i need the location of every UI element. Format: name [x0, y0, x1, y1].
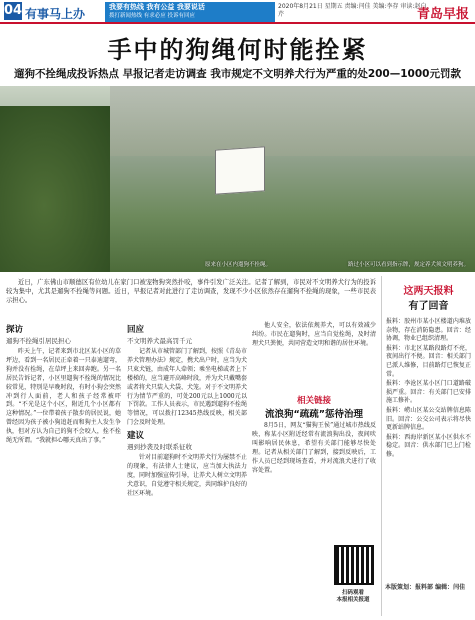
photo-notice-sign: [215, 146, 265, 194]
column-1: [6, 322, 121, 446]
column-2: [127, 322, 247, 499]
hotline-banner: [105, 2, 275, 22]
sidebar-items: [386, 318, 471, 460]
col2-text2: 针对目前遛狗时不文明养犬行为屡禁不止的现象，有法律人士建议，应当加大执法力度，同时加强宣传引导，让养犬人树立文明养犬意识，自觉遵守相关规定，共同维护良好的社区环境。: [127, 454, 248, 497]
related-title: 流浪狗“疏疏”惩待治理: [265, 409, 363, 420]
col2-subheading: 不文明养犬最高罚千元: [127, 337, 192, 345]
column-3-lower: [252, 422, 376, 475]
related-kicker: 相关链接: [296, 396, 331, 406]
sidebar-item: 报料：崂山区某公交站牌信息陈旧。回音：公交公司表示将尽快更新站牌信息。: [386, 406, 471, 432]
sidebar-item: 报料：西海岸新区某小区供水不稳定。回音：供水部门已上门检修。: [386, 433, 471, 458]
col2-heading2: 建议: [127, 431, 145, 442]
col3-text2: 8月5日，网友“猫狗王侯”通过城市热线反映，称某小区附近经常有流浪狗出没，夜间吠叫影响居民休息，希望有关部门能够尽快处理。记者从相关部门了解到，接到反映后，工作人员已经到现场查看，并对流浪犬进行了收容处置。: [252, 422, 376, 474]
col1-subheading: 遛狗不拴绳引居民担心: [6, 337, 71, 345]
headline-title: 手中的狗绳何时能拴紧: [107, 36, 368, 64]
banner-line2: 拨打新闻热线 有求必应 投诉有回应: [109, 13, 195, 19]
sidebar-header: [386, 282, 471, 312]
section-name: 有事马上办: [25, 7, 86, 21]
col1-text: 昨天上午，记者来到市北区某小区的草坪边，看到一名居民正牵着一只泰迪遛弯，狗并没有拴绳，在草坪上来回奔跑。另一名居民告诉记者，小区里遛狗不拴绳的情况比较常见，特别是早晚时段，有时小狗会突然冲到行人面前，老人和孩子经常被吓到。“不光是这个小区，附近几个小区都有这种情况。”一位带着孩子散步的居民说，她曾经因为孩子被小狗追赶而和狗主人发生争执，但对方认为自己的狗不会咬人，拴不拴绳无所谓。“我就担心哪天真出了事。”: [6, 348, 121, 445]
col3-text: 他人安全，依法依规养犬，可以有效减少纠纷。市民在遛狗时，应当自觉拴绳，及时清理犬只粪便，共同营造文明和谐的居住环境。: [252, 322, 376, 347]
right-sidebar: [381, 276, 471, 616]
sidebar-item: 报料：胶州市某小区楼道内堆放杂物，存在消防隐患。回音：经协调，物业已组织清理。: [386, 318, 471, 343]
photo-caption-left: 原来在小区内遛狗不拴绳。: [205, 262, 272, 268]
col2-subheading2: 遇到抄袭及时联系征收: [127, 443, 192, 452]
issue-info: 2020年8月21日 星期五 责编:闫佳 美编:李存 审读:赵白芹: [278, 3, 427, 18]
qr-caption: 扫码观看 本报相关报道: [336, 590, 370, 603]
news-photo: [0, 86, 475, 272]
photo-caption-right: 路过小区可以看到指示牌，规定养犬须文明养狗。: [347, 262, 469, 268]
page-number: 04: [4, 3, 23, 18]
sidebar-item: 报料：李沧区某小区门口道路破损严重。回音：有关部门已安排施工修补。: [386, 380, 471, 405]
col1-heading: 探访: [6, 325, 24, 335]
editor-credit: 本版策划：报料部 编辑：闫佳: [385, 584, 466, 591]
headline-subtitle: 遛狗不拴绳成投诉热点 早报记者走访调查 我市规定不文明养犬行为严重的处200—1000元罚款: [14, 68, 461, 80]
photo-wall: [110, 86, 475, 156]
column-3: [252, 322, 376, 349]
qr-code-icon[interactable]: [334, 545, 374, 585]
sidebar-title: 有了回音: [408, 301, 449, 312]
page-header: [0, 0, 475, 24]
photo-shrub: [0, 106, 110, 272]
related-link-box: [252, 394, 376, 418]
newspaper-logo: 青岛早报: [416, 7, 469, 22]
article-intro: 近日，广东佛山市顺德区有位幼儿在家门口被宠物狗突然扑咬，事件引发广泛关注。记者了解到，市民对不文明养犬行为的投诉较为集中，尤其是遛狗不拴绳等问题。近日，早报记者对此进行了走访调查，发现不少小区依然存在遛狗不拴绳的现象，一些市民表示担心。: [6, 279, 376, 305]
sidebar-kicker: 这两天报料: [403, 286, 454, 297]
col2-heading: 回应: [127, 325, 145, 335]
banner-line1: 我要有热线 我有公益 我要说话: [109, 3, 205, 11]
sidebar-item: 报料：市北区某路段路灯不亮，夜间出行不便。回音：相关部门已派人维修，目前路灯已恢复正常。: [386, 344, 471, 378]
col2-text: 记者从市城管部门了解到，按照《青岛市养犬管理办法》规定，携犬出户时，应当为犬只束犬链，由成年人牵领；乘坐电梯或者上下楼梯的，应当避开高峰时段，并为犬只戴嘴套或者将犬只装入犬袋、犬笼。对于不文明养犬行为情节严重的，可处200元以上1000元以下罚款。工作人员表示，市民遇到遛狗不拴绳等情况，可以拨打12345热线反映，相关部门会及时处理。: [127, 348, 248, 427]
